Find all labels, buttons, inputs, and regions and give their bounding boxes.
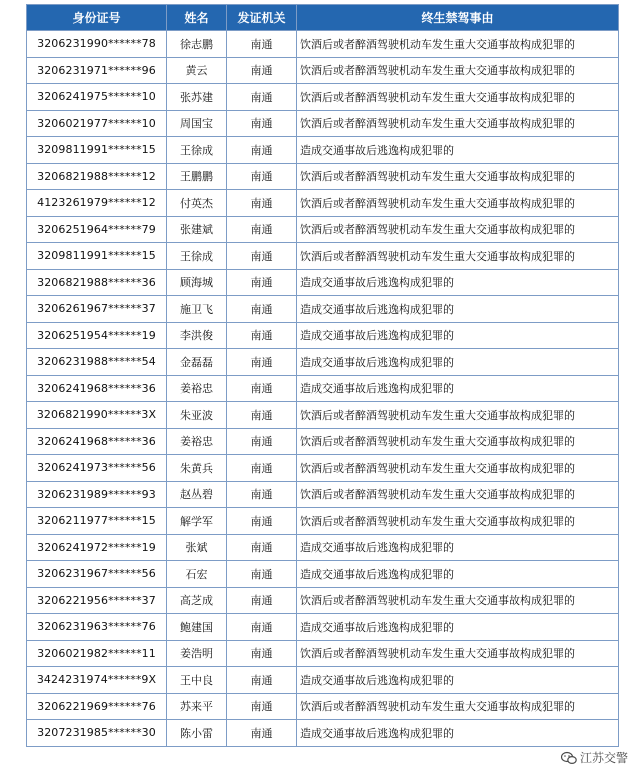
cell-id: 3206241975******10 (27, 84, 167, 111)
cell-name: 施卫飞 (167, 296, 227, 323)
cell-id: 3206241968******36 (27, 428, 167, 455)
cell-name: 朱黄兵 (167, 455, 227, 482)
header-name: 姓名 (167, 5, 227, 31)
cell-agency: 南通 (227, 190, 297, 217)
table-row (27, 508, 619, 535)
cell-reason: 饮酒后或者醉酒驾驶机动车发生重大交通事故构成犯罪的 (297, 163, 619, 190)
cell-id: 3206821988******36 (27, 269, 167, 296)
cell-id: 3209811991******15 (27, 137, 167, 164)
cell-name: 周国宝 (167, 110, 227, 137)
cell-agency: 南通 (227, 587, 297, 614)
cell-id: 3206231989******93 (27, 481, 167, 508)
cell-reason: 饮酒后或者醉酒驾驶机动车发生重大交通事故构成犯罪的 (297, 190, 619, 217)
table-row (27, 137, 619, 164)
cell-reason: 造成交通事故后逃逸构成犯罪的 (297, 614, 619, 641)
table-row (27, 614, 619, 641)
cell-name: 付英杰 (167, 190, 227, 217)
cell-agency: 南通 (227, 322, 297, 349)
table-row (27, 163, 619, 190)
cell-agency: 南通 (227, 534, 297, 561)
cell-reason: 造成交通事故后逃逸构成犯罪的 (297, 375, 619, 402)
cell-name: 张建斌 (167, 216, 227, 243)
cell-agency: 南通 (227, 296, 297, 323)
cell-reason: 造成交通事故后逃逸构成犯罪的 (297, 322, 619, 349)
cell-id: 4123261979******12 (27, 190, 167, 217)
cell-reason: 造成交通事故后逃逸构成犯罪的 (297, 269, 619, 296)
cell-name: 赵丛碧 (167, 481, 227, 508)
cell-id: 3206231990******78 (27, 31, 167, 58)
cell-reason: 饮酒后或者醉酒驾驶机动车发生重大交通事故构成犯罪的 (297, 455, 619, 482)
cell-reason: 造成交通事故后逃逸构成犯罪的 (297, 137, 619, 164)
cell-agency: 南通 (227, 428, 297, 455)
table-row (27, 640, 619, 667)
cell-name: 姜裕忠 (167, 428, 227, 455)
cell-agency: 南通 (227, 216, 297, 243)
table-row (27, 481, 619, 508)
cell-id: 3206231988******54 (27, 349, 167, 376)
cell-name: 姜浩明 (167, 640, 227, 667)
cell-name: 徐志鹏 (167, 31, 227, 58)
table-row (27, 190, 619, 217)
cell-name: 金磊磊 (167, 349, 227, 376)
cell-id: 3206241972******19 (27, 534, 167, 561)
watermark (561, 749, 628, 766)
cell-id: 3206251954******19 (27, 322, 167, 349)
cell-reason: 饮酒后或者醉酒驾驶机动车发生重大交通事故构成犯罪的 (297, 640, 619, 667)
cell-id: 3206221969******76 (27, 693, 167, 720)
cell-id: 3206231967******56 (27, 561, 167, 588)
cell-name: 高芝成 (167, 587, 227, 614)
cell-name: 张斌 (167, 534, 227, 561)
cell-agency: 南通 (227, 375, 297, 402)
table-row (27, 296, 619, 323)
cell-name: 陈小雷 (167, 720, 227, 747)
cell-reason: 饮酒后或者醉酒驾驶机动车发生重大交通事故构成犯罪的 (297, 57, 619, 84)
cell-reason: 饮酒后或者醉酒驾驶机动车发生重大交通事故构成犯罪的 (297, 31, 619, 58)
wechat-icon (561, 751, 577, 765)
cell-agency: 南通 (227, 402, 297, 429)
cell-reason: 饮酒后或者醉酒驾驶机动车发生重大交通事故构成犯罪的 (297, 693, 619, 720)
cell-agency: 南通 (227, 31, 297, 58)
table-header (27, 5, 619, 31)
cell-id: 3206021982******11 (27, 640, 167, 667)
cell-id: 3206211977******15 (27, 508, 167, 535)
cell-agency: 南通 (227, 561, 297, 588)
table-row (27, 720, 619, 747)
cell-id: 3206241968******36 (27, 375, 167, 402)
cell-agency: 南通 (227, 640, 297, 667)
table-row (27, 667, 619, 694)
cell-name: 黄云 (167, 57, 227, 84)
cell-id: 3206231963******76 (27, 614, 167, 641)
cell-id: 3206821990******3X (27, 402, 167, 429)
table-row (27, 216, 619, 243)
cell-id: 3209811991******15 (27, 243, 167, 270)
cell-id: 3206251964******79 (27, 216, 167, 243)
cell-name: 顾海城 (167, 269, 227, 296)
cell-agency: 南通 (227, 243, 297, 270)
table-row (27, 31, 619, 58)
table-row (27, 428, 619, 455)
table-row (27, 110, 619, 137)
cell-name: 王徐成 (167, 137, 227, 164)
cell-reason: 饮酒后或者醉酒驾驶机动车发生重大交通事故构成犯罪的 (297, 428, 619, 455)
cell-agency: 南通 (227, 455, 297, 482)
cell-reason: 造成交通事故后逃逸构成犯罪的 (297, 667, 619, 694)
cell-reason: 饮酒后或者醉酒驾驶机动车发生重大交通事故构成犯罪的 (297, 110, 619, 137)
cell-reason: 造成交通事故后逃逸构成犯罪的 (297, 296, 619, 323)
table-row (27, 84, 619, 111)
header-agency: 发证机关 (227, 5, 297, 31)
cell-name: 李洪俊 (167, 322, 227, 349)
cell-reason: 饮酒后或者醉酒驾驶机动车发生重大交通事故构成犯罪的 (297, 508, 619, 535)
cell-agency: 南通 (227, 110, 297, 137)
cell-name: 王中良 (167, 667, 227, 694)
cell-agency: 南通 (227, 84, 297, 111)
table-row (27, 57, 619, 84)
table-row (27, 349, 619, 376)
table-row (27, 322, 619, 349)
table-row (27, 587, 619, 614)
header-row (27, 5, 619, 31)
cell-reason: 造成交通事故后逃逸构成犯罪的 (297, 561, 619, 588)
cell-agency: 南通 (227, 693, 297, 720)
cell-name: 解学军 (167, 508, 227, 535)
cell-name: 苏来平 (167, 693, 227, 720)
cell-reason: 造成交通事故后逃逸构成犯罪的 (297, 720, 619, 747)
table-row (27, 402, 619, 429)
watermark-text: 江苏交警 (579, 751, 628, 765)
cell-agency: 南通 (227, 57, 297, 84)
cell-name: 鲍建国 (167, 614, 227, 641)
cell-reason: 饮酒后或者醉酒驾驶机动车发生重大交通事故构成犯罪的 (297, 587, 619, 614)
header-reason: 终生禁驾事由 (297, 5, 619, 31)
cell-name: 姜裕忠 (167, 375, 227, 402)
cell-agency: 南通 (227, 163, 297, 190)
cell-name: 石宏 (167, 561, 227, 588)
cell-reason: 饮酒后或者醉酒驾驶机动车发生重大交通事故构成犯罪的 (297, 481, 619, 508)
table-row (27, 693, 619, 720)
cell-name: 张苏建 (167, 84, 227, 111)
cell-name: 王鹏鹏 (167, 163, 227, 190)
cell-agency: 南通 (227, 481, 297, 508)
cell-agency: 南通 (227, 349, 297, 376)
cell-id: 3207231985******30 (27, 720, 167, 747)
cell-id: 3206231971******96 (27, 57, 167, 84)
cell-id: 3206821988******12 (27, 163, 167, 190)
cell-reason: 饮酒后或者醉酒驾驶机动车发生重大交通事故构成犯罪的 (297, 402, 619, 429)
cell-agency: 南通 (227, 508, 297, 535)
cell-agency: 南通 (227, 614, 297, 641)
ban-list-table (26, 4, 619, 747)
table-row (27, 243, 619, 270)
cell-agency: 南通 (227, 720, 297, 747)
cell-reason: 饮酒后或者醉酒驾驶机动车发生重大交通事故构成犯罪的 (297, 84, 619, 111)
cell-reason: 造成交通事故后逃逸构成犯罪的 (297, 534, 619, 561)
cell-name: 朱亚波 (167, 402, 227, 429)
cell-reason: 饮酒后或者醉酒驾驶机动车发生重大交通事故构成犯罪的 (297, 216, 619, 243)
cell-id: 3206261967******37 (27, 296, 167, 323)
cell-id: 3206241973******56 (27, 455, 167, 482)
cell-id: 3424231974******9X (27, 667, 167, 694)
cell-agency: 南通 (227, 269, 297, 296)
cell-agency: 南通 (227, 137, 297, 164)
table-row (27, 375, 619, 402)
cell-reason: 饮酒后或者醉酒驾驶机动车发生重大交通事故构成犯罪的 (297, 243, 619, 270)
table-row (27, 561, 619, 588)
table-row (27, 534, 619, 561)
table-row (27, 455, 619, 482)
cell-agency: 南通 (227, 667, 297, 694)
cell-id: 3206221956******37 (27, 587, 167, 614)
cell-reason: 造成交通事故后逃逸构成犯罪的 (297, 349, 619, 376)
cell-id: 3206021977******10 (27, 110, 167, 137)
ban-list-sheet (26, 4, 618, 747)
header-id: 身份证号 (27, 5, 167, 31)
cell-name: 王徐成 (167, 243, 227, 270)
table-body (27, 31, 619, 747)
table-row (27, 269, 619, 296)
